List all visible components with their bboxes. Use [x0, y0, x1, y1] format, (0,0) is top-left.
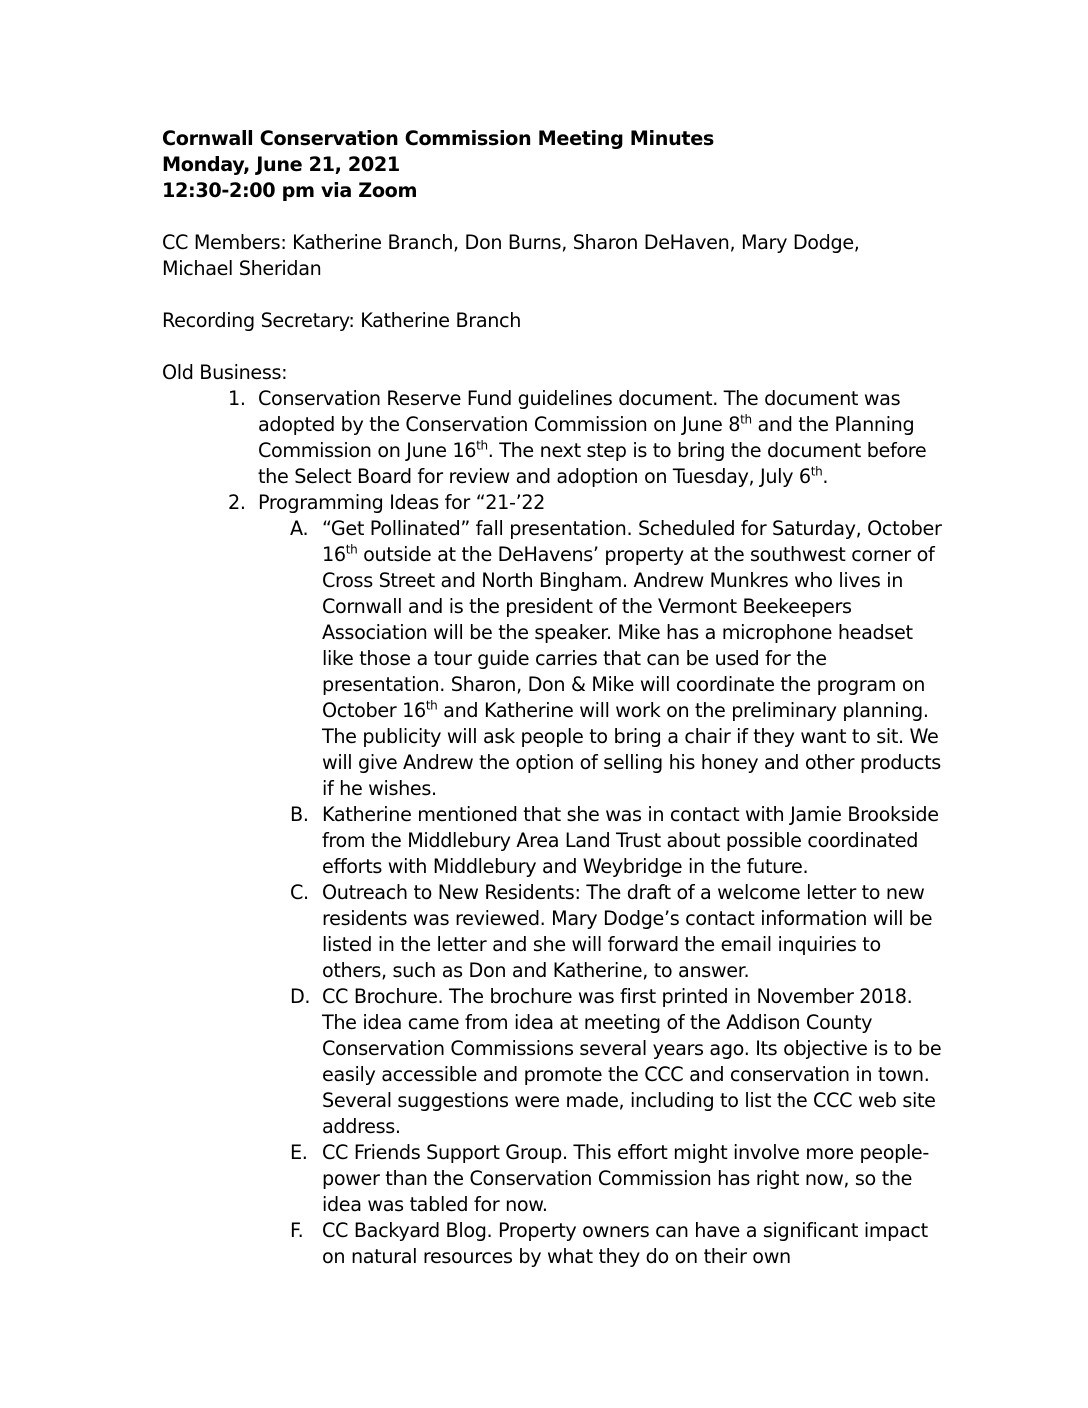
members-line-1: CC Members: Katherine Branch, Don Burns, Sharon DeHaven, Mary Dodge, [162, 231, 860, 254]
list-marker: C. [290, 881, 309, 904]
list-marker: 1. [228, 387, 246, 410]
list-marker: A. [290, 517, 309, 540]
item-text: Outreach to New Residents: The draft of a welcome letter to new residents was reviewed. Mary Dodge’s contact information will be listed in the letter and she will forward the email inquiries to others, such as Don and Katherine, to answer. [322, 881, 933, 982]
meeting-time: 12:30-2:00 pm via Zoom [162, 179, 418, 202]
document-header [162, 126, 942, 204]
superscript: th [810, 464, 823, 479]
recording-secretary: Recording Secretary: Katherine Branch [162, 309, 522, 332]
list-marker: 2. [228, 491, 246, 514]
old-business-heading: Old Business: [162, 361, 288, 384]
item-text: CC Brochure. The brochure was first printed in November 2018. The idea came from idea at meeting of the Addison County Conservation Commissions several years ago. Its objective is to be easily accessible and promote the CCC and conservation in town. Several suggestions were made, including to list the CCC web site address. [322, 985, 942, 1138]
list-item [258, 984, 942, 1140]
programming-ideas-list [258, 516, 942, 1270]
superscript: th [425, 698, 438, 713]
superscript: th [740, 412, 752, 427]
list-item [162, 490, 942, 1270]
members-line-2: Michael Sheridan [162, 257, 322, 280]
superscript: th [476, 438, 488, 453]
old-business-list [162, 386, 942, 1270]
list-marker: D. [290, 985, 311, 1008]
document-content [162, 126, 942, 1270]
superscript: th [345, 542, 358, 557]
list-item [162, 386, 942, 490]
item-text: CC Friends Support Group. This effort might involve more people-power than the Conservation Commission has right now, so the idea was tabled for now. [322, 1141, 929, 1216]
list-item [258, 516, 942, 802]
members-paragraph [162, 230, 942, 282]
list-marker: E. [290, 1141, 308, 1164]
old-business-section [162, 360, 942, 1270]
item-text: CC Backyard Blog. Property owners can have a significant impact on natural resources by what they do on their own [322, 1219, 928, 1268]
list-item [258, 880, 942, 984]
meeting-date: Monday, June 21, 2021 [162, 153, 400, 176]
list-marker: B. [290, 803, 309, 826]
list-marker: F. [290, 1219, 304, 1242]
document-title: Cornwall Conservation Commission Meeting Minutes [162, 127, 714, 150]
item-text: Katherine mentioned that she was in contact with Jamie Brookside from the Middlebury Area Land Trust about possible coordinated efforts with Middlebury and Weybridge in the future. [322, 803, 939, 878]
item-text: Programming Ideas for “21-’22 [258, 491, 546, 514]
item-text: “Get Pollinated” fall presentation. Scheduled for Saturday, October 16th outside at the DeHavens’ property at the southwest corner of Cross Street and North Bingham. Andrew Munkres who lives in Cornwall and is the president of the Vermont Beekeepers Association will be the speaker. Mike has a microphone headset like those a tour guide carries that can be used for the presentation. Sharon, Don & Mike will coordinate the program on October 16th and Katherine will work on the preliminary planning. The publicity will ask people to bring a chair if they want to sit. We will give Andrew the option of selling his honey and other products if he wishes. [322, 517, 942, 800]
list-item [258, 1218, 942, 1270]
list-item [258, 802, 942, 880]
list-item [258, 1140, 942, 1218]
item-text: Conservation Reserve Fund guidelines document. The document was adopted by the Conservation Commission on June 8th and the Planning Commission on June 16th. The next step is to bring the document before the Select Board for review and adoption on Tuesday, July 6th. [258, 387, 927, 488]
